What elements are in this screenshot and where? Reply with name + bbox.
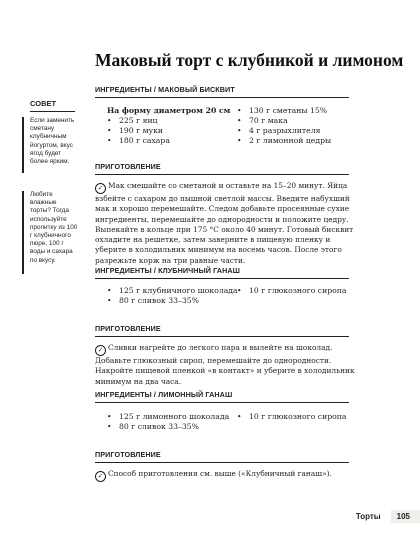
- list-item: • 70 г мака: [237, 116, 288, 125]
- strawberry-ingredients-header: ИНГРЕДИЕНТЫ / КЛУБНИЧНЫЙ ГАНАШ: [95, 266, 349, 279]
- section-name: Торты: [355, 511, 381, 521]
- list-item: • 80 г сливок 33–35%: [107, 422, 199, 431]
- tip-header: СОВЕТ: [30, 99, 75, 112]
- biscuit-method-text: ✓ Мак смешайте со сметаной и оставьте на 15–20 минут. Яйца взбейте с сахаром до пышной светлой массы. Введите набухший мак и хорошо перемешайте. Следом добавьте просеянные сухие ингредиенты, перемешайте до однородности и положите цедру. Выпекайте в кольце при 175 °С около 40 минут. Готовый бисквит охладите на решетке, затем заверните в пищевую пленку и уберите в холодильник минимум на восемь часов. После этого разрежьте корж на три равные части.: [95, 181, 354, 265]
- lemon-ingredients-left: [107, 412, 229, 432]
- page-footer: [356, 509, 420, 523]
- strawberry-ingredients-right: [237, 286, 346, 296]
- biscuit-ingredients-right: [237, 106, 331, 146]
- list-item: • 180 г сахара: [107, 136, 170, 145]
- biscuit-ingredients-left: [107, 106, 230, 146]
- page-number: 105: [391, 510, 420, 523]
- check-circle-icon: ✓: [95, 183, 106, 194]
- tip-bar-1: [22, 117, 24, 173]
- check-circle-icon: ✓: [95, 471, 106, 482]
- check-circle-icon: ✓: [95, 345, 106, 356]
- page-title: Маковый торт с клубникой и лимоном: [95, 50, 404, 70]
- biscuit-ingredients-header: ИНГРЕДИЕНТЫ / МАКОВЫЙ БИСКВИТ: [95, 85, 349, 98]
- lemon-ingredients-right: [237, 412, 346, 422]
- list-item: • 130 г сметаны 15%: [237, 106, 328, 115]
- strawberry-ingredients-left: [107, 286, 238, 306]
- strawberry-method-text: ✓ Сливки нагрейте до легкого пара и вылейте на шоколад. Добавьте глюкозный сироп, перемешайте до однородности. Накройте пищевой пленкой «в контакт» и уберите в холодильник минимум на два часа.: [95, 343, 355, 386]
- list-item: • 125 г лимонного шоколада: [107, 412, 230, 421]
- list-item: • 2 г лимонной цедры: [237, 136, 332, 145]
- tip-text-2: Любите влажные торты? Тогда используйте пропитку из 100 г клубничного пюре, 100 г воды и сахара по вкусу.: [30, 191, 78, 264]
- lemon-method-header: ПРИГОТОВЛЕНИЕ: [95, 450, 349, 463]
- list-item: • 10 г глюкозного сиропа: [237, 412, 347, 421]
- lemon-method-text: ✓ Способ приготовления см. выше («Клубничный ганаш»).: [95, 469, 355, 482]
- list-item: • 4 г разрыхлителя: [237, 126, 321, 135]
- lemon-ingredients-header: ИНГРЕДИЕНТЫ / ЛИМОННЫЙ ГАНАШ: [95, 390, 349, 403]
- list-item: • 80 г сливок 33–35%: [107, 296, 199, 305]
- tip-bar-2: [22, 191, 24, 274]
- list-item: • 10 г глюкозного сиропа: [237, 286, 347, 295]
- list-item: • 125 г клубничного шоколада: [107, 286, 238, 295]
- biscuit-method-header: ПРИГОТОВЛЕНИЕ: [95, 162, 349, 175]
- biscuit-form-size: На форму диаметром 20 см: [107, 106, 231, 115]
- strawberry-method-header: ПРИГОТОВЛЕНИЕ: [95, 324, 349, 337]
- list-item: • 190 г муки: [107, 126, 164, 135]
- list-item: • 225 г яиц: [107, 116, 158, 125]
- tip-text-1: Если заменить сметану клубничным йогуртом, вкус ягод будет более ярким.: [30, 117, 75, 166]
